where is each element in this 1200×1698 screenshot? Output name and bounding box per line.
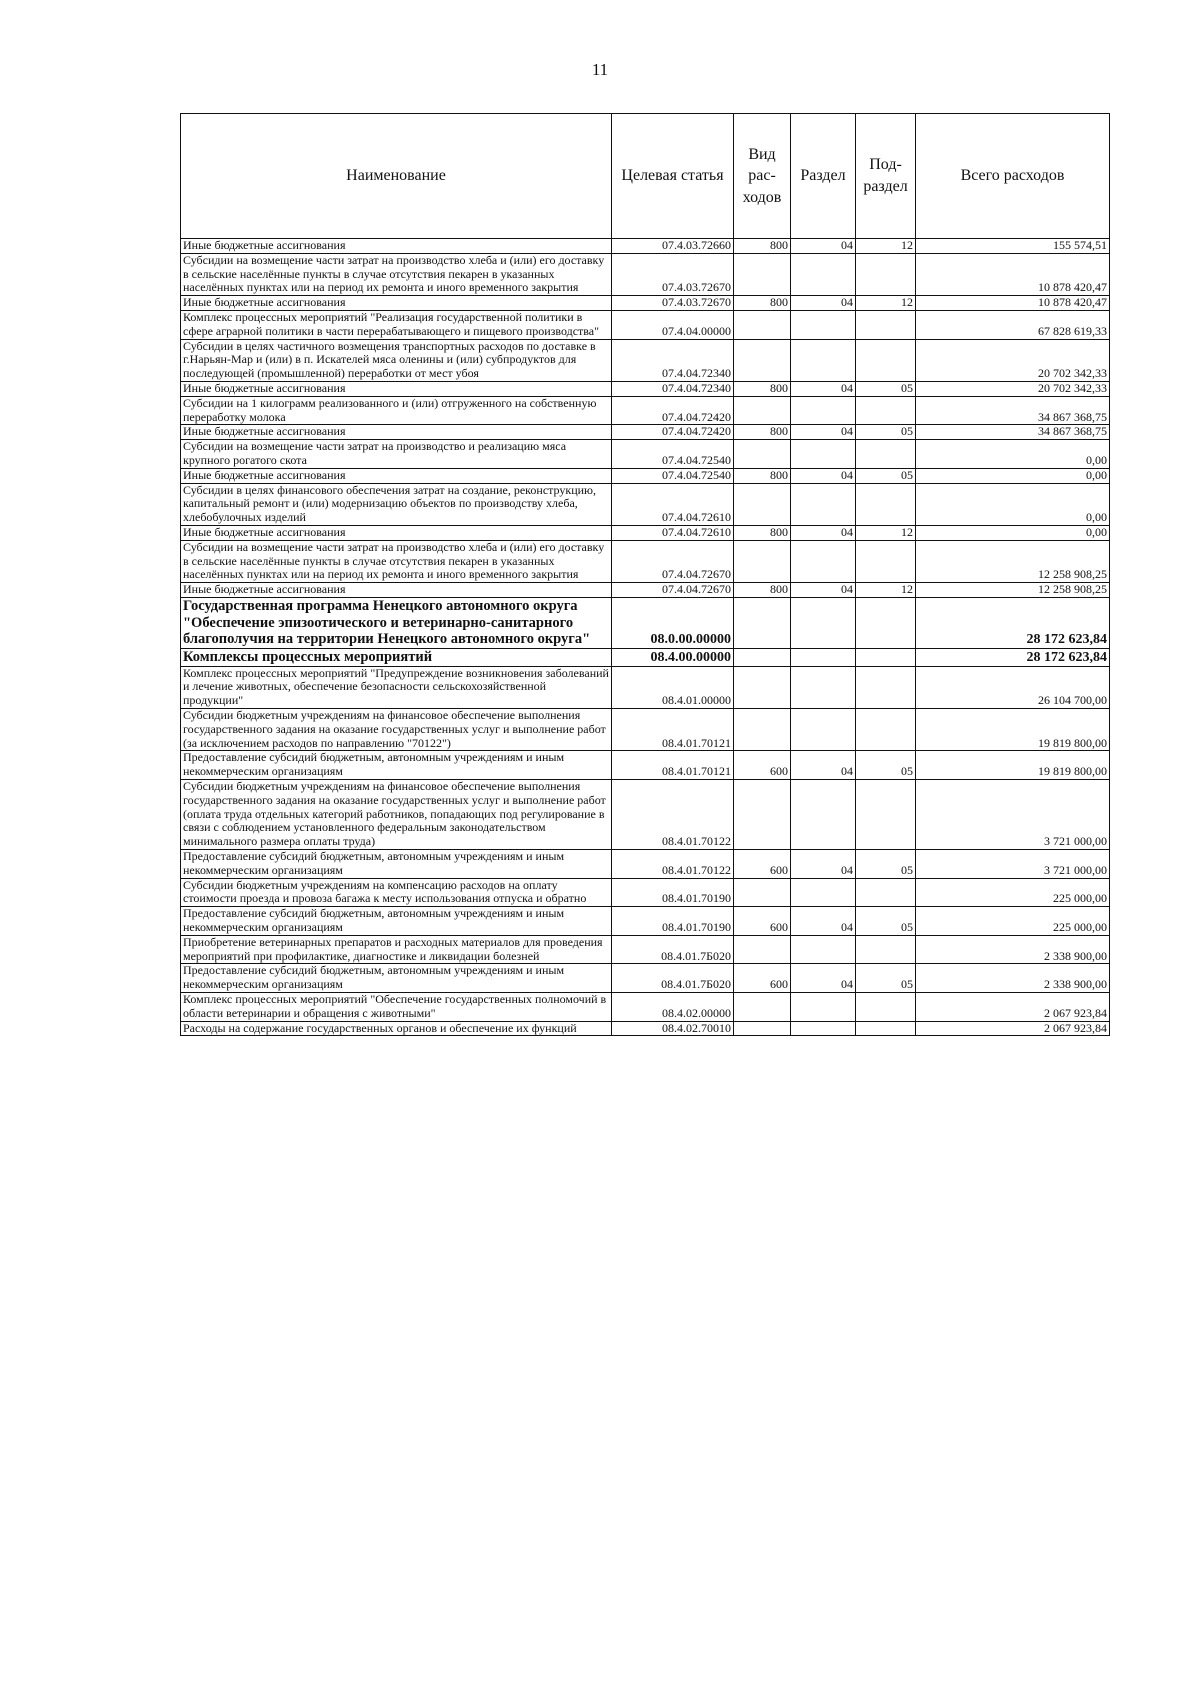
row-section: 04 xyxy=(791,296,856,311)
row-target-article: 08.4.01.70190 xyxy=(612,878,734,907)
row-subsection: 05 xyxy=(856,381,916,396)
row-total: 12 258 908,25 xyxy=(916,583,1110,598)
row-section xyxy=(791,1021,856,1036)
table-row xyxy=(181,597,1110,648)
table-row xyxy=(181,964,1110,993)
row-expense-type: 800 xyxy=(734,583,791,598)
table-row xyxy=(181,440,1110,469)
table-row xyxy=(181,525,1110,540)
row-subsection xyxy=(856,648,916,666)
row-expense-type xyxy=(734,878,791,907)
row-section: 04 xyxy=(791,239,856,254)
row-section xyxy=(791,540,856,582)
row-section xyxy=(791,440,856,469)
row-expense-type xyxy=(734,935,791,964)
row-expense-type: 800 xyxy=(734,296,791,311)
row-subsection xyxy=(856,666,916,708)
row-section: 04 xyxy=(791,849,856,878)
row-subsection: 12 xyxy=(856,583,916,598)
row-target-article: 07.4.04.72420 xyxy=(612,425,734,440)
row-target-article: 08.4.01.70121 xyxy=(612,709,734,751)
table-row xyxy=(181,907,1110,936)
row-name: Субсидии на возмещение части затрат на производство хлеба и (или) его доставку в сельские населённые пункты в случае отсутствия пекарен в указанных населённых пунктах или на период их ремонта и иного временного закрытия xyxy=(181,540,612,582)
table-row xyxy=(181,540,1110,582)
row-target-article: 08.4.02.70010 xyxy=(612,1021,734,1036)
row-section: 04 xyxy=(791,425,856,440)
row-total: 19 819 800,00 xyxy=(916,751,1110,780)
table-row xyxy=(181,583,1110,598)
row-subsection xyxy=(856,310,916,339)
row-target-article: 07.4.03.72660 xyxy=(612,239,734,254)
row-name: Субсидии бюджетным учреждениям на финансовое обеспечение выполнения государственного задания на оказание государственных услуг и выполнение работ (за исключением расходов по направлению "70122") xyxy=(181,709,612,751)
row-expense-type: 800 xyxy=(734,468,791,483)
row-section xyxy=(791,935,856,964)
row-section xyxy=(791,992,856,1021)
row-subsection: 05 xyxy=(856,751,916,780)
row-target-article: 07.4.03.72670 xyxy=(612,296,734,311)
row-target-article: 07.4.04.72540 xyxy=(612,440,734,469)
row-target-article: 08.4.00.00000 xyxy=(612,648,734,666)
row-section: 04 xyxy=(791,525,856,540)
row-total: 12 258 908,25 xyxy=(916,540,1110,582)
row-total: 2 338 900,00 xyxy=(916,964,1110,993)
row-name: Иные бюджетные ассигнования xyxy=(181,239,612,254)
row-expense-type xyxy=(734,709,791,751)
row-section xyxy=(791,310,856,339)
row-total: 20 702 342,33 xyxy=(916,381,1110,396)
row-expense-type xyxy=(734,483,791,525)
row-name: Комплекс процессных мероприятий "Реализация государственной политики в сфере аграрной политики в части перерабатывающего и пищевого производства" xyxy=(181,310,612,339)
row-subsection: 05 xyxy=(856,425,916,440)
row-section xyxy=(791,878,856,907)
table-row xyxy=(181,751,1110,780)
row-expense-type: 800 xyxy=(734,381,791,396)
table-row xyxy=(181,849,1110,878)
row-total: 225 000,00 xyxy=(916,907,1110,936)
table-row xyxy=(181,648,1110,666)
row-subsection: 12 xyxy=(856,525,916,540)
row-section: 04 xyxy=(791,907,856,936)
header-total: Всего расходов xyxy=(916,114,1110,239)
table-row xyxy=(181,396,1110,425)
row-name: Иные бюджетные ассигнования xyxy=(181,381,612,396)
row-target-article: 08.4.01.70122 xyxy=(612,779,734,849)
row-total: 3 721 000,00 xyxy=(916,779,1110,849)
row-expense-type xyxy=(734,666,791,708)
row-total: 34 867 368,75 xyxy=(916,396,1110,425)
row-total: 34 867 368,75 xyxy=(916,425,1110,440)
row-target-article: 07.4.04.72670 xyxy=(612,583,734,598)
page-number: 11 xyxy=(591,60,609,79)
table-row xyxy=(181,878,1110,907)
table-row xyxy=(181,779,1110,849)
row-name: Комплекс процессных мероприятий "Обеспечение государственных полномочий в области ветеринарии и обращения с животными" xyxy=(181,992,612,1021)
row-name: Иные бюджетные ассигнования xyxy=(181,525,612,540)
row-subsection xyxy=(856,1021,916,1036)
row-total: 19 819 800,00 xyxy=(916,709,1110,751)
row-expense-type: 800 xyxy=(734,525,791,540)
row-subsection xyxy=(856,339,916,381)
row-name: Комплекс процессных мероприятий "Предупреждение возникновения заболеваний и лечение животных, обеспечение безопасности сельскохозяйственной продукции" xyxy=(181,666,612,708)
row-target-article: 07.4.04.72540 xyxy=(612,468,734,483)
row-name: Субсидии на возмещение части затрат на производство и реализацию мяса крупного рогатого скота xyxy=(181,440,612,469)
row-name: Предоставление субсидий бюджетным, автономным учреждениям и иным некоммерческим организациям xyxy=(181,751,612,780)
row-subsection xyxy=(856,440,916,469)
table-row xyxy=(181,483,1110,525)
row-total: 67 828 619,33 xyxy=(916,310,1110,339)
row-subsection xyxy=(856,992,916,1021)
row-total: 155 574,51 xyxy=(916,239,1110,254)
row-subsection xyxy=(856,878,916,907)
row-name: Субсидии в целях финансового обеспечения затрат на создание, реконструкцию, капитальный ремонт и (или) модернизацию объектов по производству хлеба, хлебобулочных изделий xyxy=(181,483,612,525)
row-expense-type xyxy=(734,310,791,339)
table-row xyxy=(181,992,1110,1021)
row-subsection: 05 xyxy=(856,849,916,878)
header-expense-type: Вид рас-ходов xyxy=(734,114,791,239)
row-name: Иные бюджетные ассигнования xyxy=(181,296,612,311)
row-subsection: 12 xyxy=(856,296,916,311)
row-section: 04 xyxy=(791,751,856,780)
table-row xyxy=(181,381,1110,396)
row-expense-type xyxy=(734,540,791,582)
row-name: Субсидии на возмещение части затрат на производство хлеба и (или) его доставку в сельские населённые пункты в случае отсутствия пекарен в указанных населённых пунктах или на период их ремонта и иного временного закрытия xyxy=(181,253,612,295)
row-expense-type xyxy=(734,597,791,648)
row-target-article: 07.4.04.72610 xyxy=(612,525,734,540)
row-section xyxy=(791,709,856,751)
row-target-article: 08.4.01.70121 xyxy=(612,751,734,780)
row-total: 0,00 xyxy=(916,440,1110,469)
row-section xyxy=(791,666,856,708)
row-name: Иные бюджетные ассигнования xyxy=(181,468,612,483)
row-expense-type xyxy=(734,253,791,295)
table-row xyxy=(181,339,1110,381)
row-subsection xyxy=(856,396,916,425)
budget-table xyxy=(180,113,1110,1036)
row-expense-type: 600 xyxy=(734,849,791,878)
row-target-article: 08.4.01.70122 xyxy=(612,849,734,878)
row-subsection xyxy=(856,935,916,964)
row-section xyxy=(791,597,856,648)
row-expense-type xyxy=(734,1021,791,1036)
row-total: 28 172 623,84 xyxy=(916,648,1110,666)
row-section: 04 xyxy=(791,381,856,396)
row-total: 2 067 923,84 xyxy=(916,992,1110,1021)
row-total: 3 721 000,00 xyxy=(916,849,1110,878)
row-total: 20 702 342,33 xyxy=(916,339,1110,381)
table-row xyxy=(181,468,1110,483)
row-target-article: 08.4.01.70190 xyxy=(612,907,734,936)
row-subsection xyxy=(856,540,916,582)
row-subsection xyxy=(856,483,916,525)
row-total: 2 067 923,84 xyxy=(916,1021,1110,1036)
row-name: Иные бюджетные ассигнования xyxy=(181,425,612,440)
row-subsection xyxy=(856,253,916,295)
table-row xyxy=(181,239,1110,254)
row-name: Приобретение ветеринарных препаратов и расходных материалов для проведения мероприятий при профилактике, диагностике и ликвидации болезней xyxy=(181,935,612,964)
row-name: Иные бюджетные ассигнования xyxy=(181,583,612,598)
row-expense-type: 800 xyxy=(734,239,791,254)
row-target-article: 07.4.04.72420 xyxy=(612,396,734,425)
row-section xyxy=(791,339,856,381)
header-target-article: Целевая статья xyxy=(612,114,734,239)
row-expense-type xyxy=(734,339,791,381)
row-total: 0,00 xyxy=(916,483,1110,525)
row-total: 2 338 900,00 xyxy=(916,935,1110,964)
row-expense-type: 600 xyxy=(734,751,791,780)
row-total: 0,00 xyxy=(916,468,1110,483)
header-name: Наименование xyxy=(181,114,612,239)
row-section xyxy=(791,483,856,525)
row-subsection xyxy=(856,709,916,751)
header-section: Раздел xyxy=(791,114,856,239)
row-subsection: 05 xyxy=(856,907,916,936)
row-target-article: 07.4.04.72610 xyxy=(612,483,734,525)
row-expense-type xyxy=(734,440,791,469)
row-total: 10 878 420,47 xyxy=(916,253,1110,295)
row-target-article: 07.4.04.72670 xyxy=(612,540,734,582)
row-total: 225 000,00 xyxy=(916,878,1110,907)
row-total: 28 172 623,84 xyxy=(916,597,1110,648)
row-subsection: 05 xyxy=(856,468,916,483)
row-name: Предоставление субсидий бюджетным, автономным учреждениям и иным некоммерческим организациям xyxy=(181,849,612,878)
row-target-article: 07.4.04.72340 xyxy=(612,381,734,396)
row-total: 26 104 700,00 xyxy=(916,666,1110,708)
row-name: Субсидии бюджетным учреждениям на компенсацию расходов на оплату стоимости проезда и провоза багажа к месту использования отпуска и обратно xyxy=(181,878,612,907)
table-row xyxy=(181,253,1110,295)
row-section: 04 xyxy=(791,583,856,598)
row-expense-type: 800 xyxy=(734,425,791,440)
row-name: Расходы на содержание государственных органов и обеспечение их функций xyxy=(181,1021,612,1036)
header-subsection: Под-раздел xyxy=(856,114,916,239)
table-row xyxy=(181,1021,1110,1036)
row-expense-type xyxy=(734,779,791,849)
row-target-article: 08.4.02.00000 xyxy=(612,992,734,1021)
row-section: 04 xyxy=(791,964,856,993)
row-name: Государственная программа Ненецкого автономного округа "Обеспечение эпизоотического и ветеринарно-санитарного благополучия на территории Ненецкого автономного округа" xyxy=(181,597,612,648)
table-header-row xyxy=(181,114,1110,239)
row-section xyxy=(791,648,856,666)
row-name: Предоставление субсидий бюджетным, автономным учреждениям и иным некоммерческим организациям xyxy=(181,907,612,936)
row-section xyxy=(791,779,856,849)
row-subsection: 05 xyxy=(856,964,916,993)
row-target-article: 07.4.04.72340 xyxy=(612,339,734,381)
row-section: 04 xyxy=(791,468,856,483)
table-row xyxy=(181,666,1110,708)
row-section xyxy=(791,396,856,425)
row-name: Субсидии на 1 килограмм реализованного и (или) отгруженного на собственную переработку молока xyxy=(181,396,612,425)
row-expense-type xyxy=(734,396,791,425)
table-row xyxy=(181,296,1110,311)
row-name: Субсидии в целях частичного возмещения транспортных расходов по доставке в г.Нарьян-Мар и (или) в п. Искателей мяса оленины и (или) субпродуктов для последующей (промышленной) переработки от мест убоя xyxy=(181,339,612,381)
row-total: 10 878 420,47 xyxy=(916,296,1110,311)
table-body xyxy=(181,239,1110,1036)
table-row xyxy=(181,709,1110,751)
row-name: Субсидии бюджетным учреждениям на финансовое обеспечение выполнения государственного задания на оказание государственных услуг и выполнение работ (оплата труда отдельных категорий работников, попадающих под регулирование в связи с соблюдением установленного федеральным законодательством минимального размера оплаты труда) xyxy=(181,779,612,849)
row-subsection xyxy=(856,597,916,648)
row-name: Комплексы процессных мероприятий xyxy=(181,648,612,666)
row-expense-type: 600 xyxy=(734,907,791,936)
row-target-article: 08.4.01.00000 xyxy=(612,666,734,708)
row-name: Предоставление субсидий бюджетным, автономным учреждениям и иным некоммерческим организациям xyxy=(181,964,612,993)
row-target-article: 08.0.00.00000 xyxy=(612,597,734,648)
row-expense-type xyxy=(734,992,791,1021)
row-section xyxy=(791,253,856,295)
row-expense-type xyxy=(734,648,791,666)
row-expense-type: 600 xyxy=(734,964,791,993)
row-target-article: 08.4.01.7Б020 xyxy=(612,964,734,993)
row-target-article: 08.4.01.7Б020 xyxy=(612,935,734,964)
table-row xyxy=(181,425,1110,440)
row-target-article: 07.4.03.72670 xyxy=(612,253,734,295)
table-row xyxy=(181,935,1110,964)
table-row xyxy=(181,310,1110,339)
row-subsection: 12 xyxy=(856,239,916,254)
row-subsection xyxy=(856,779,916,849)
row-total: 0,00 xyxy=(916,525,1110,540)
row-target-article: 07.4.04.00000 xyxy=(612,310,734,339)
